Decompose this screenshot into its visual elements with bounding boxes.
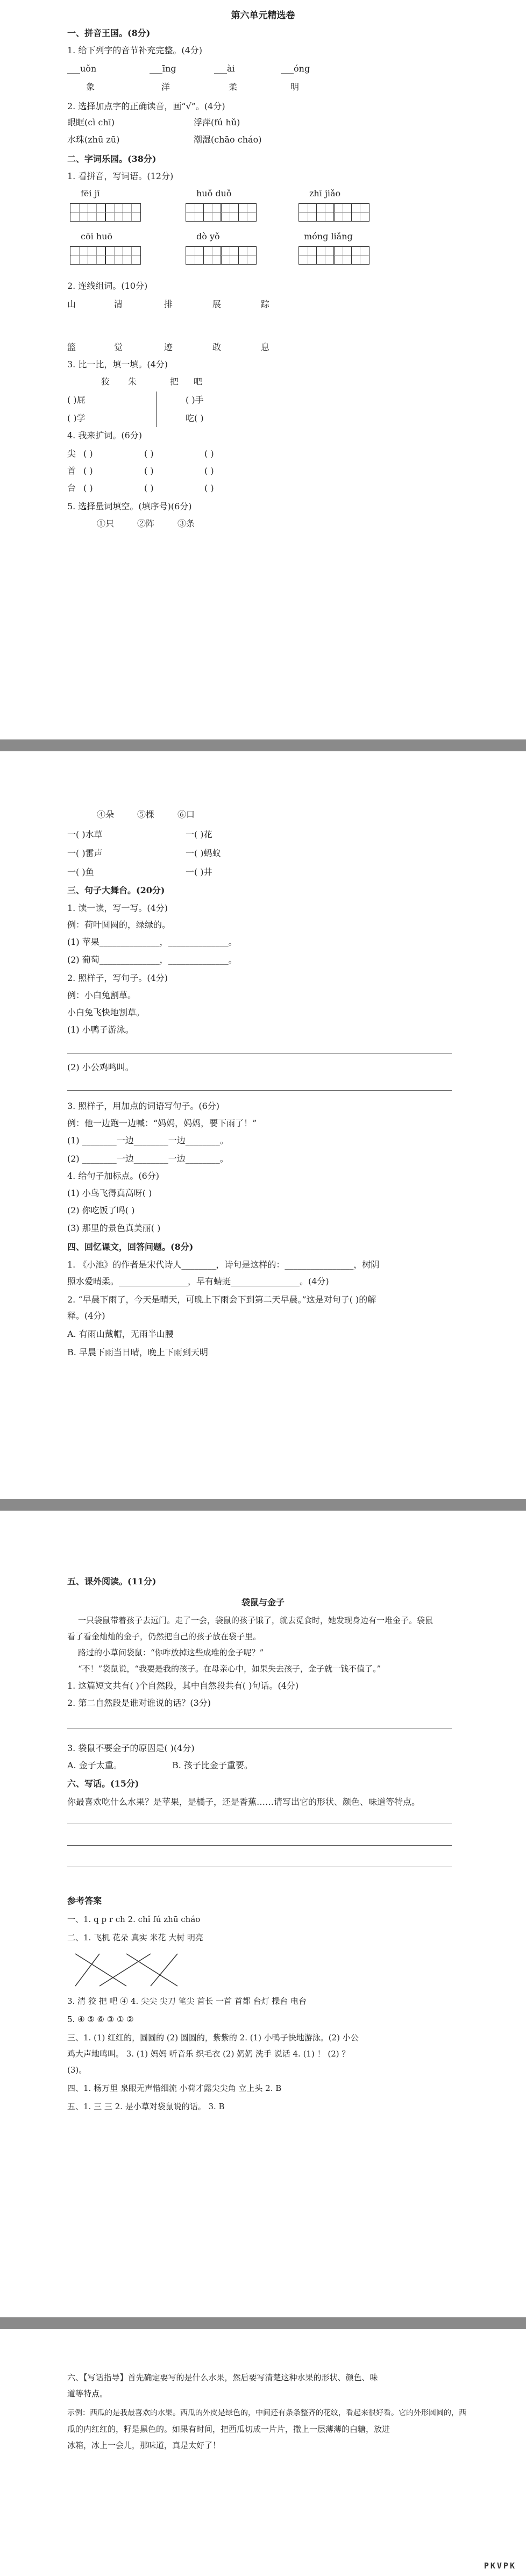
s3-line7[interactable]: (1) 小鸟飞得真高呀( ) bbox=[67, 1188, 152, 1198]
s1-char-2: 洋 bbox=[161, 82, 170, 92]
story-para-1b: 看了看金灿灿的金子，仍然把自己的孩子放在袋子里。 bbox=[67, 1632, 261, 1641]
s3-line5[interactable]: (1) ________一边________一边________。 bbox=[67, 1135, 229, 1145]
s5-q2: 2. 第二自然段是谁对谁说的话？(3分) bbox=[67, 1698, 211, 1708]
q3-divider bbox=[156, 392, 157, 427]
q4-r2-c3[interactable]: ( ) bbox=[204, 466, 214, 476]
write-grid-6[interactable] bbox=[298, 246, 368, 265]
q4-r2-c2[interactable]: ( ) bbox=[144, 466, 154, 476]
q5-opt-1: ①只 bbox=[97, 518, 115, 529]
q4-r3-c3[interactable]: ( ) bbox=[204, 483, 214, 493]
s5-opt-b[interactable]: B. 孩子比金子重要。 bbox=[172, 1760, 253, 1770]
py-5: dò yǒ bbox=[196, 231, 220, 241]
p2-row3-left[interactable]: 一( )鱼 bbox=[67, 867, 94, 877]
q4-r1-c2[interactable]: ( ) bbox=[144, 449, 154, 459]
s1-q2: 2. 选择加点字的正确读音，画“√”。(4分) bbox=[67, 101, 225, 111]
s3-line9[interactable]: (3) 那里的景色真美丽( ) bbox=[67, 1223, 161, 1233]
s3-ex1: 例：荷叶圆圆的，绿绿的。 bbox=[67, 920, 171, 930]
section-5-heading: 五、课外阅读。(11分) bbox=[67, 1576, 157, 1586]
section-1-heading: 一、拼音王国。(8分) bbox=[67, 28, 151, 38]
s5-q1[interactable]: 1. 这篇短文共有( )个自然段，其中自然段共有( )句话。(4分) bbox=[67, 1681, 299, 1691]
page-3 bbox=[0, 1511, 526, 2317]
s3-line6[interactable]: (2) ________一边________一边________。 bbox=[67, 1154, 229, 1164]
q4-r1-c0: 尖 bbox=[67, 449, 76, 459]
py-4: cōi huō bbox=[81, 231, 113, 241]
ans-5c: (3)。 bbox=[67, 2065, 87, 2075]
section-6-heading: 六、写话。(15分) bbox=[67, 1778, 139, 1789]
q3-char-3: 把 bbox=[170, 376, 179, 387]
match-bottom-4[interactable]: 敢 bbox=[212, 342, 222, 352]
s3-ex2: 例：小白兔割草。 bbox=[67, 990, 137, 1000]
s1-blank-3: ___ài bbox=[214, 63, 235, 74]
page-separator-3 bbox=[0, 2317, 526, 2329]
ans-7: 五、1. 三 三 2. 是小草对袋鼠说的话。 3. B bbox=[67, 2102, 225, 2111]
ans-4: 5. ④ ⑤ ⑥ ③ ① ② bbox=[67, 2015, 134, 2024]
s1-r2a: 水珠(zhū zū) bbox=[67, 134, 120, 145]
q4-r2-c1[interactable]: ( ) bbox=[83, 466, 93, 476]
p2-row2-left[interactable]: 一( )雷声 bbox=[67, 848, 103, 858]
guide-line-2: 道等特点。 bbox=[67, 2389, 108, 2399]
s4-opt-a[interactable]: A. 有雨山戴帽，无雨半山腰 bbox=[67, 1329, 174, 1339]
s1-r1b: 浮萍(fú hǔ) bbox=[194, 117, 240, 127]
guide-line-1: 六、【写话指导】首先确定要写的是什么水果，然后要写清楚这种水果的形状、颜色、味 bbox=[67, 2373, 378, 2382]
write-grid-1[interactable] bbox=[70, 203, 140, 222]
s3-q3: 3. 照样子，用加点的词语写句子。(6分) bbox=[67, 1101, 220, 1111]
s4-q2b: 释。(4分) bbox=[67, 1311, 105, 1321]
page-1 bbox=[0, 0, 526, 739]
q4-r3-c2[interactable]: ( ) bbox=[144, 483, 154, 493]
py-6: mónɡ liǎnɡ bbox=[304, 231, 353, 241]
p2-row3-right[interactable]: 一( )井 bbox=[186, 867, 212, 877]
ans-3: 3. 清 狡 把 吧 ④ 4. 尖尖 尖刀 笔尖 首长 一首 首都 台灯 操台 电台 bbox=[67, 1996, 307, 2006]
write-grid-3[interactable] bbox=[298, 203, 368, 222]
s4-q1[interactable]: 1. 《小池》的作者是宋代诗人________，诗句是这样的：________________，树阴 bbox=[67, 1259, 380, 1270]
q3-row1-right[interactable]: ( )手 bbox=[186, 395, 204, 405]
q3-row2-right[interactable]: 吃( ) bbox=[186, 413, 204, 423]
s1-char-1: 象 bbox=[86, 82, 95, 92]
exam-title: 第六单元精选卷 bbox=[231, 10, 295, 21]
s2-q2: 2. 连线组词。(10分) bbox=[67, 281, 148, 291]
match-bottom-2[interactable]: 觉 bbox=[114, 342, 123, 352]
ans-5: 三、1. (1) 红红的，圆圆的 (2) 圆圆的，紫紫的 2. (1) 小鸭子快地游泳。(2) 小公 bbox=[67, 2033, 359, 2043]
s3-line3: (1) 小鸭子游泳。 bbox=[67, 1024, 134, 1035]
q3-char-2: 朱 bbox=[128, 376, 137, 387]
s5-opt-a[interactable]: A. 金子太重。 bbox=[67, 1760, 122, 1770]
p2-opt-6: ⑥口 bbox=[177, 809, 195, 820]
story-para-1: 一只袋鼠带着孩子去远门。走了一会，袋鼠的孩子饿了，就去觅食时，她发现身边有一堆金子。袋鼠 bbox=[78, 1616, 433, 1625]
q4-r2-c0: 首 bbox=[67, 466, 76, 476]
ans-1: 一、1. q p r ch 2. chǐ fú zhū cháo bbox=[67, 1915, 201, 1924]
match-top-4[interactable]: 展 bbox=[212, 299, 222, 309]
s1-char-4: 明 bbox=[290, 82, 300, 92]
write-grid-2[interactable] bbox=[186, 203, 255, 222]
s3-line8[interactable]: (2) 你吃饭了吗( ) bbox=[67, 1205, 135, 1215]
py-3: zhī jiǎo bbox=[309, 188, 341, 198]
match-top-5[interactable]: 踪 bbox=[261, 299, 270, 309]
page-4 bbox=[0, 2329, 526, 2576]
s1-r2b: 潮湿(chāo cháo) bbox=[194, 134, 262, 145]
s2-q4: 4. 我来扩词。(6分) bbox=[67, 430, 143, 440]
ans-6: 四、1. 杨万里 泉眼无声惜细流 小荷才露尖尖角 立上头 2. B bbox=[67, 2083, 282, 2093]
q4-r1-c1[interactable]: ( ) bbox=[83, 449, 93, 459]
q5-opt-3: ③条 bbox=[177, 518, 195, 529]
s1-char-3: 柔 bbox=[229, 82, 238, 92]
match-top-3[interactable]: 排 bbox=[164, 299, 173, 309]
s4-q2[interactable]: 2. “早晨下雨了，今天是晴天，可晚上下雨会下到第二天早晨。”这是对句子( )的解 bbox=[67, 1294, 376, 1305]
match-bottom-3[interactable]: 迹 bbox=[164, 342, 173, 352]
s3-line4: (2) 小公鸡鸣叫。 bbox=[67, 1062, 134, 1072]
p2-opt-5: ⑤棵 bbox=[137, 809, 155, 820]
s6-prompt: 你最喜欢吃什么水果？是苹果，是橘子，还是香蕉……请写出它的形状、颜色、味道等特点。 bbox=[67, 1797, 421, 1807]
q4-r3-c1[interactable]: ( ) bbox=[83, 483, 93, 493]
story-title: 袋鼠与金子 bbox=[241, 1597, 285, 1607]
s4-q1b[interactable]: 照水爱晴柔。________________，早有蜻蜓________________。(4分) bbox=[67, 1276, 329, 1286]
s3-ex2b: 小白兔飞快地割草。 bbox=[67, 1007, 145, 1017]
s5-q3[interactable]: 3. 袋鼠不要金子的原因是( )(4分) bbox=[67, 1743, 195, 1753]
s3-ex3: 例：他一边跑一边喊：“妈妈，妈妈，要下雨了！” bbox=[67, 1118, 257, 1128]
s3-q4: 4. 给句子加标点。(6分) bbox=[67, 1171, 160, 1181]
s3-line2[interactable]: (2) 葡萄______________，______________。 bbox=[67, 955, 237, 965]
s1-r1a: 眼眶(cì chī) bbox=[67, 117, 115, 127]
q4-r3-c0: 台 bbox=[67, 483, 76, 493]
page-separator-2 bbox=[0, 1499, 526, 1511]
s2-q5: 5. 选择量词填空。(填序号)(6分) bbox=[67, 501, 192, 511]
s2-q1: 1. 看拼音，写词语。(12分) bbox=[67, 171, 174, 181]
write-grid-5[interactable] bbox=[186, 246, 255, 265]
q3-char-1: 狡 bbox=[101, 376, 110, 387]
s1-blank-2: ___īnɡ bbox=[150, 63, 176, 74]
page-separator-1 bbox=[0, 739, 526, 751]
s2-q3: 3. 比一比，填一填。(4分) bbox=[67, 359, 168, 369]
write-line-2[interactable] bbox=[67, 1845, 452, 1846]
match-bottom-5[interactable]: 息 bbox=[261, 342, 270, 352]
section-4-heading: 四、回忆课文，回答问题。(8分) bbox=[67, 1242, 194, 1252]
s3-q2: 2. 照样子，写句子。(4分) bbox=[67, 973, 168, 983]
story-para-2: 路过的小草问袋鼠：“你咋放掉这些成堆的金子呢？” bbox=[78, 1648, 264, 1657]
section-2-heading: 二、字词乐园。(38分) bbox=[67, 154, 157, 164]
q4-r1-c3[interactable]: ( ) bbox=[204, 449, 214, 459]
brand-watermark: PKVPK bbox=[484, 2561, 516, 2571]
s1-blank-4: ___ónɡ bbox=[281, 63, 310, 74]
sample-line-1: 示例：西瓜的是我最喜欢的水果。西瓜的外皮是绿色的，中间还有条条整齐的花纹，看起来很好看。它的外形圆圆的，西 bbox=[67, 2409, 466, 2417]
answer-key-heading: 参考答案 bbox=[67, 1896, 102, 1906]
match-top-1[interactable]: 山 bbox=[67, 299, 76, 309]
q3-char-4: 吧 bbox=[194, 376, 203, 387]
s3-line1[interactable]: (1) 苹果______________，______________。 bbox=[67, 937, 237, 947]
ans-2: 二、1. 飞机 花朵 真实 米花 大树 明亮 bbox=[67, 1933, 203, 1942]
s1-q1: 1. 给下列字的音节补充完整。(4分) bbox=[67, 45, 203, 55]
p2-opt-4: ④朵 bbox=[97, 809, 115, 820]
s1-blank-1: ___uǒn bbox=[67, 63, 97, 74]
match-bottom-1[interactable]: 篮 bbox=[67, 342, 76, 352]
section-3-heading: 三、句子大舞台。(20分) bbox=[67, 885, 165, 895]
story-para-3: “不！”袋鼠说，“我要是我的孩子。在母亲心中，如果失去孩子，金子就一钱不值了。” bbox=[78, 1664, 381, 1674]
page-2 bbox=[0, 751, 526, 1499]
q3-row1-left[interactable]: ( )屁 bbox=[67, 395, 86, 405]
p2-row1-right[interactable]: 一( )花 bbox=[186, 829, 212, 839]
matching-answer-diagram bbox=[70, 1948, 210, 1991]
s4-opt-b[interactable]: B. 早晨下雨当日晴，晚上下雨到天明 bbox=[67, 1347, 208, 1357]
sample-line-3: 冰箱，冰上一会儿，那味道，真是太好了！ bbox=[67, 2440, 221, 2450]
q3-row2-left[interactable]: ( )学 bbox=[67, 413, 86, 423]
p2-row1-left[interactable]: 一( )水草 bbox=[67, 829, 103, 839]
answer-line-2[interactable] bbox=[67, 1090, 452, 1091]
py-2: huǒ duǒ bbox=[196, 188, 232, 198]
sample-line-2: 瓜的内红红的，籽是黑色的。如果有时间，把西瓜切成一片片，撒上一层薄薄的白糖，放进 bbox=[67, 2424, 390, 2434]
p2-row2-right[interactable]: 一( )蚂蚁 bbox=[186, 848, 221, 858]
s3-q1: 1. 读一读，写一写。(4分) bbox=[67, 903, 168, 913]
q5-opt-2: ②阵 bbox=[137, 518, 155, 529]
write-grid-4[interactable] bbox=[70, 246, 140, 265]
match-top-2[interactable]: 清 bbox=[114, 299, 123, 309]
py-1: fēi jī bbox=[81, 188, 100, 198]
ans-5b: 鸡大声地鸣叫。 3. (1) 妈妈 听音乐 织毛衣 (2) 奶奶 洗手 说话 4. (1) ！ (2) ？ bbox=[67, 2049, 350, 2059]
